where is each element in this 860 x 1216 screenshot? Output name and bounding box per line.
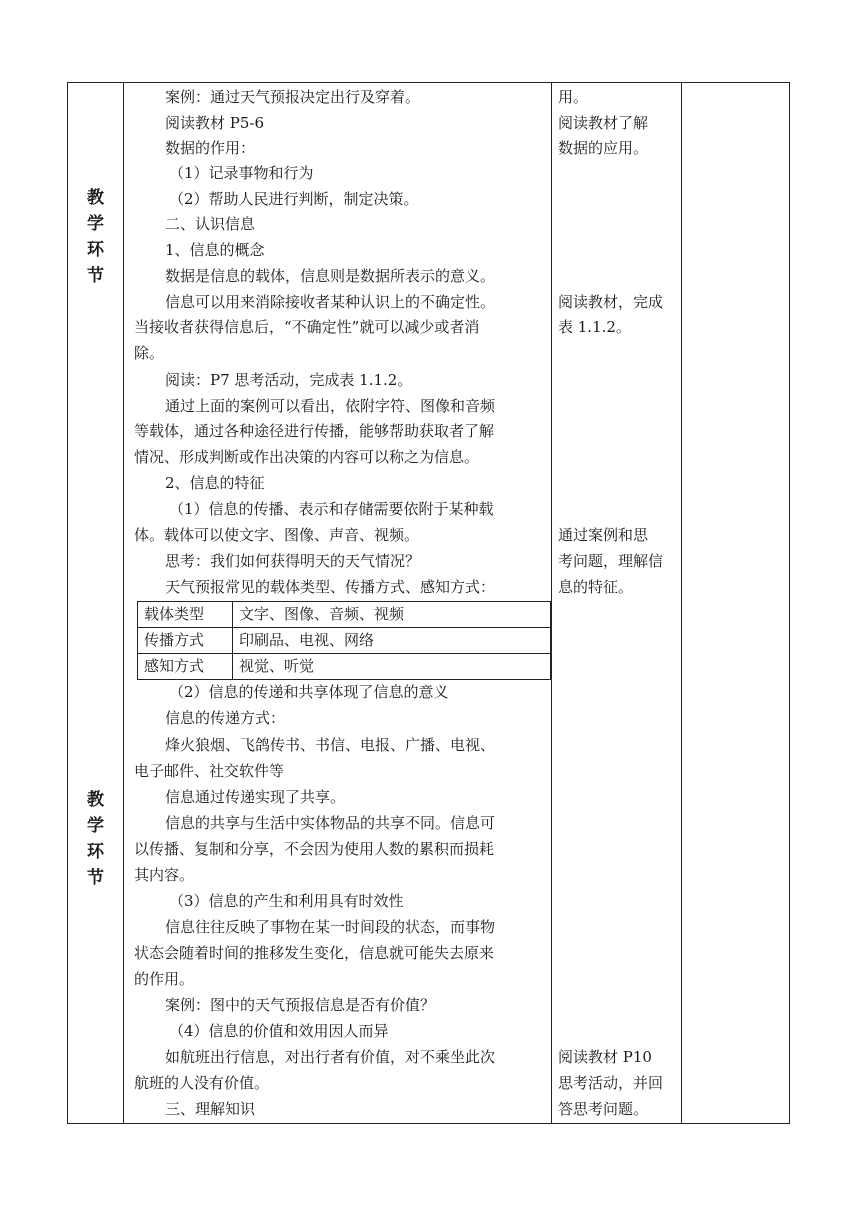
activity-line: 数据的应用。 xyxy=(558,139,649,157)
content-line: 信息的传递方式： xyxy=(165,709,286,727)
content-line: 等载体，通过各种途径进行传播，能够帮助获取者了解 xyxy=(134,422,495,440)
activity-line: 通过案例和思 xyxy=(558,526,649,544)
content-line: 阅读：P7 思考活动，完成表 1.1.2。 xyxy=(165,371,413,389)
label-char: 环 xyxy=(87,240,104,260)
label-char: 学 xyxy=(87,816,104,836)
content-line: 信息可以用来消除接收者某种认识上的不确定性。 xyxy=(165,293,496,311)
content-line: 其内容。 xyxy=(134,866,195,884)
table-row xyxy=(138,628,551,654)
content-line: 信息往往反映了事物在某一时间段的状态，而事物 xyxy=(165,918,496,936)
content-line: 的作用。 xyxy=(134,970,195,988)
content-line: （2）帮助人民进行判断，制定决策。 xyxy=(169,190,419,208)
content-line: 数据的作用： xyxy=(165,139,256,157)
activity-line: 息的特征。 xyxy=(558,578,634,596)
content-line: 航班的人没有价值。 xyxy=(134,1074,270,1092)
label-char: 节 xyxy=(87,266,104,286)
section-label-column xyxy=(68,83,123,1123)
table-value: 印刷品、电视、网络 xyxy=(233,628,551,654)
label-char: 教 xyxy=(87,188,104,208)
table-key: 感知方式 xyxy=(138,654,233,680)
content-line: 以传播、复制和分享，不会因为使用人数的累积而损耗 xyxy=(134,840,495,858)
content-line: 状态会随着时间的推移发生变化，信息就可能失去原来 xyxy=(134,944,495,962)
content-line: 案例：通过天气预报决定出行及穿着。 xyxy=(165,88,421,106)
content-line: 当接收者获得信息后，“不确定性”就可以减少或者消 xyxy=(134,318,480,336)
content-line: 天气预报常见的载体类型、传播方式、感知方式： xyxy=(165,578,496,596)
table-row xyxy=(138,602,551,628)
table-value: 视觉、听觉 xyxy=(233,654,551,680)
content-line: 如航班出行信息，对出行者有价值，对不乘坐此次 xyxy=(165,1048,496,1066)
content-line: 二、认识信息 xyxy=(165,215,256,233)
content-line: 电子邮件、社交软件等 xyxy=(134,762,285,780)
section-label-lower xyxy=(68,787,123,891)
content-line: 2、信息的特征 xyxy=(165,474,265,492)
activity-line: 阅读教材，完成 xyxy=(558,293,664,311)
activity-line: 表 1.1.2。 xyxy=(558,318,631,336)
table-key: 传播方式 xyxy=(138,628,233,654)
label-char: 学 xyxy=(87,214,104,234)
carrier-type-table xyxy=(137,601,551,680)
content-line: 情况、形成判断或作出决策的内容可以称之为信息。 xyxy=(134,448,480,466)
content-line: 体。载体可以使文字、图像、声音、视频。 xyxy=(134,526,420,544)
activity-line: 用。 xyxy=(558,88,589,106)
content-line: （3）信息的产生和利用具有时效性 xyxy=(169,892,404,910)
activity-line: 阅读教材 P10 xyxy=(558,1048,652,1066)
content-line: 数据是信息的载体，信息则是数据所表示的意义。 xyxy=(165,267,496,285)
activity-line: 答思考问题。 xyxy=(558,1100,649,1118)
activity-line: 考问题，理解信 xyxy=(558,552,664,570)
content-line: 烽火狼烟、飞鸽传书、书信、电报、广播、电视、 xyxy=(165,736,496,754)
label-char: 节 xyxy=(87,868,104,888)
column-divider xyxy=(551,83,552,1123)
content-line: 案例：图中的天气预报信息是否有价值？ xyxy=(165,996,436,1014)
content-line: 思考：我们如何获得明天的天气情况？ xyxy=(165,552,421,570)
content-line: 通过上面的案例可以看出，依附字符、图像和音频 xyxy=(165,397,496,415)
activity-line: 思考活动，并回 xyxy=(558,1074,664,1092)
activity-line: 阅读教材了解 xyxy=(558,114,649,132)
content-line: 信息的共享与生活中实体物品的共享不同。信息可 xyxy=(165,814,496,832)
content-line: 阅读教材 P5-6 xyxy=(165,114,265,132)
column-divider xyxy=(123,83,124,1123)
content-line: 三、理解知识 xyxy=(165,1100,256,1118)
lesson-table xyxy=(67,82,790,1124)
content-line: （4）信息的价值和效用因人而异 xyxy=(169,1022,389,1040)
table-value: 文字、图像、音频、视频 xyxy=(233,602,551,628)
section-label-upper xyxy=(68,185,123,289)
content-line: 1、信息的概念 xyxy=(165,241,265,259)
content-line: （1）信息的传播、表示和存储需要依附于某种载 xyxy=(169,500,494,518)
table-row xyxy=(138,654,551,680)
content-line: （2）信息的传递和共享体现了信息的意义 xyxy=(169,683,449,701)
table-key: 载体类型 xyxy=(138,602,233,628)
label-char: 教 xyxy=(87,790,104,810)
column-divider xyxy=(681,83,682,1123)
label-char: 环 xyxy=(87,842,104,862)
content-line: 信息通过传递实现了共享。 xyxy=(165,788,346,806)
content-line: （1）记录事物和行为 xyxy=(169,164,314,182)
content-line: 除。 xyxy=(134,344,165,362)
